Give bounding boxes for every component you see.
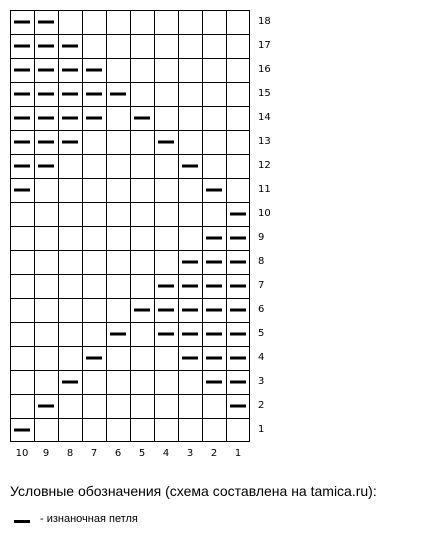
purl-stitch-mark: [206, 309, 222, 312]
row-number: 8: [258, 256, 265, 267]
purl-stitch-mark: [158, 309, 174, 312]
purl-stitch-mark: [38, 141, 54, 144]
purl-stitch-mark: [86, 117, 102, 120]
row-number: 17: [258, 40, 271, 51]
purl-stitch-mark: [110, 333, 126, 336]
column-number: 1: [234, 448, 242, 459]
column-number: 9: [42, 448, 50, 459]
column-number: 8: [66, 448, 74, 459]
purl-stitch-mark: [182, 357, 198, 360]
legend-purl-label: - изнаночная петля: [40, 513, 138, 525]
row-number: 11: [258, 184, 271, 195]
purl-stitch-mark: [62, 117, 78, 120]
purl-stitch-mark: [86, 69, 102, 72]
purl-stitch-mark: [14, 45, 30, 48]
purl-stitch-mark: [206, 357, 222, 360]
purl-stitch-mark: [38, 69, 54, 72]
purl-stitch-mark: [230, 213, 246, 216]
purl-stitch-mark: [182, 261, 198, 264]
purl-stitch-mark: [158, 333, 174, 336]
purl-stitch-mark: [14, 21, 30, 24]
chart-grid: [10, 10, 250, 442]
purl-stitch-mark: [14, 189, 30, 192]
legend-title: Условные обозначения (схема составлена на tamica.ru):: [10, 483, 377, 499]
row-number: 12: [258, 160, 271, 171]
purl-stitch-mark: [206, 381, 222, 384]
purl-stitch-mark: [14, 117, 30, 120]
row-number: 18: [258, 16, 271, 27]
purl-stitch-mark: [62, 69, 78, 72]
column-number: 10: [15, 448, 29, 459]
row-number: 5: [258, 328, 265, 339]
purl-stitch-mark: [38, 165, 54, 168]
row-number: 9: [258, 232, 265, 243]
purl-stitch-mark: [134, 117, 150, 120]
purl-stitch-mark: [38, 45, 54, 48]
purl-stitch-mark: [110, 93, 126, 96]
purl-stitch-mark: [158, 141, 174, 144]
purl-stitch-mark: [62, 141, 78, 144]
purl-stitch-mark: [206, 237, 222, 240]
purl-stitch-mark: [206, 285, 222, 288]
purl-stitch-mark: [230, 309, 246, 312]
purl-stitch-mark: [38, 117, 54, 120]
purl-stitch-mark: [62, 381, 78, 384]
row-number: 10: [258, 208, 271, 219]
column-number: 6: [114, 448, 122, 459]
row-number: 2: [258, 400, 265, 411]
purl-stitch-mark: [182, 285, 198, 288]
purl-stitch-mark: [86, 93, 102, 96]
purl-stitch-mark: [230, 261, 246, 264]
row-number: 14: [258, 112, 271, 123]
purl-stitch-mark: [230, 285, 246, 288]
purl-stitch-mark: [182, 333, 198, 336]
purl-stitch-mark: [62, 45, 78, 48]
row-number: 1: [258, 424, 265, 435]
purl-stitch-mark: [158, 285, 174, 288]
row-number: 4: [258, 352, 265, 363]
purl-stitch-mark: [230, 237, 246, 240]
purl-stitch-mark: [230, 405, 246, 408]
purl-stitch-mark: [14, 69, 30, 72]
purl-stitch-mark: [230, 357, 246, 360]
purl-stitch-mark: [62, 93, 78, 96]
row-number: 15: [258, 88, 271, 99]
row-number: 7: [258, 280, 265, 291]
purl-stitch-mark: [14, 429, 30, 432]
column-number: 4: [162, 448, 170, 459]
purl-stitch-mark: [182, 165, 198, 168]
column-number: 5: [138, 448, 146, 459]
column-number: 2: [210, 448, 218, 459]
purl-stitch-mark: [14, 165, 30, 168]
purl-stitch-mark: [14, 141, 30, 144]
purl-stitch-mark: [38, 93, 54, 96]
column-number: 3: [186, 448, 194, 459]
purl-stitch-mark: [182, 309, 198, 312]
row-number: 16: [258, 64, 271, 75]
purl-stitch-mark: [230, 381, 246, 384]
purl-stitch-mark: [38, 405, 54, 408]
purl-stitch-mark: [230, 333, 246, 336]
purl-stitch-mark: [206, 261, 222, 264]
purl-stitch-mark: [206, 189, 222, 192]
row-number: 3: [258, 376, 265, 387]
purl-symbol-icon: [14, 520, 30, 523]
purl-stitch-mark: [86, 357, 102, 360]
column-number: 7: [90, 448, 98, 459]
row-number: 6: [258, 304, 265, 315]
purl-stitch-mark: [14, 93, 30, 96]
purl-stitch-mark: [206, 333, 222, 336]
row-number: 13: [258, 136, 271, 147]
purl-stitch-mark: [134, 309, 150, 312]
purl-stitch-mark: [38, 21, 54, 24]
